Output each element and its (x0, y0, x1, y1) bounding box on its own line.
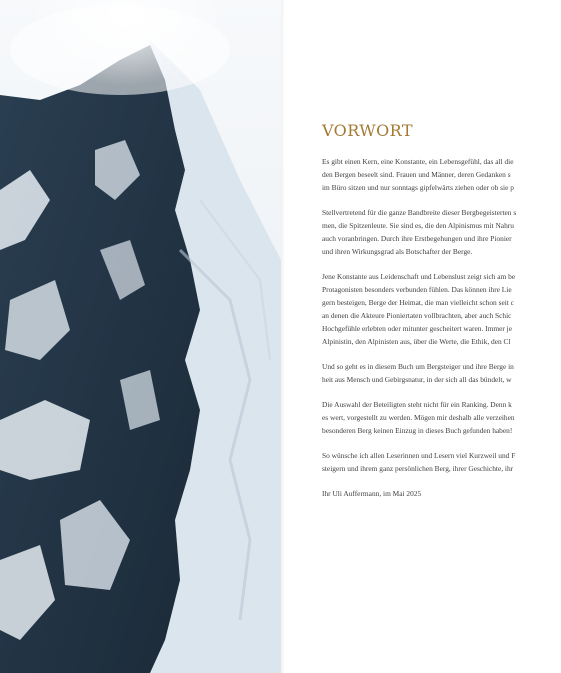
text-line: men, die Spitzenleute. Sie sind es, die den Alpinismus mit Nahru (322, 221, 514, 230)
paragraph (322, 487, 516, 500)
text-line: besonderen Berg keinen Einzug in dieses Buch gefunden haben! (322, 426, 513, 435)
paragraph (322, 398, 516, 437)
paragraph (322, 155, 516, 194)
text-line: steigern und ihrem ganz persönlichen Berg, ihrer Geschichte, ihr (322, 464, 514, 473)
body-text (322, 155, 516, 512)
paragraph (322, 270, 516, 348)
paragraph (322, 360, 516, 386)
paragraph (322, 449, 516, 475)
text-line: den Bergen beseelt sind. Frauen und Männer, deren Gedanken s (322, 170, 511, 179)
text-line: heit aus Mensch und Gebirgsnatur, in der sich all das bündelt, w (322, 375, 512, 384)
text-page (285, 0, 561, 673)
text-line: Ihr Uli Auffermann, im Mai 2025 (322, 489, 422, 498)
text-line: Es gibt einen Kern, eine Konstante, ein Lebensgefühl, das all die (322, 157, 514, 166)
text-line: Hochgefühle erlebten oder mitunter gescheitert waren. Immer je (322, 324, 513, 333)
text-line: Stellvertretend für die ganze Bandbreite dieser Bergbegeisterten s (322, 208, 517, 217)
text-line: an denen die Akteure Pioniertaten vollbrachten, aber auch Schic (322, 311, 512, 320)
text-line: im Büro sitzen und nur sonntags gipfelwärts ziehen oder ob sie p (322, 183, 514, 192)
text-line: gern besteigen, Berge der Heimat, die man vielleicht schon seit c (322, 298, 514, 307)
paragraph (322, 206, 516, 258)
text-line: Jene Konstante aus Leidenschaft und Lebenslust zeigt sich am be (322, 272, 516, 281)
text-line: So wünsche ich allen Leserinnen und Lesern viel Kurzweil und F (322, 451, 516, 460)
text-line: Alpinistin, den Alpinisten aus, über die Werte, die Ethik, den Cl (322, 337, 511, 346)
text-line: und ihren Wirkungsgrad als Botschafter der Berge. (322, 247, 473, 256)
text-line: Die Auswahl der Beteiligten steht nicht für ein Ranking. Denn k (322, 400, 512, 409)
text-line: Protagonisten besonders verbunden fühlen. Das können ihre Lie (322, 285, 512, 294)
text-line: es wert, vorgestellt zu werden. Mögen mir deshalb alle verzeihen (322, 413, 515, 422)
text-line: auch voranbringen. Durch ihre Erstbegehungen und ihre Pionier (322, 234, 512, 243)
page-title: VORWORT (322, 121, 413, 140)
text-line: Und so geht es in diesem Buch um Bergsteiger und ihre Berge in (322, 362, 514, 371)
